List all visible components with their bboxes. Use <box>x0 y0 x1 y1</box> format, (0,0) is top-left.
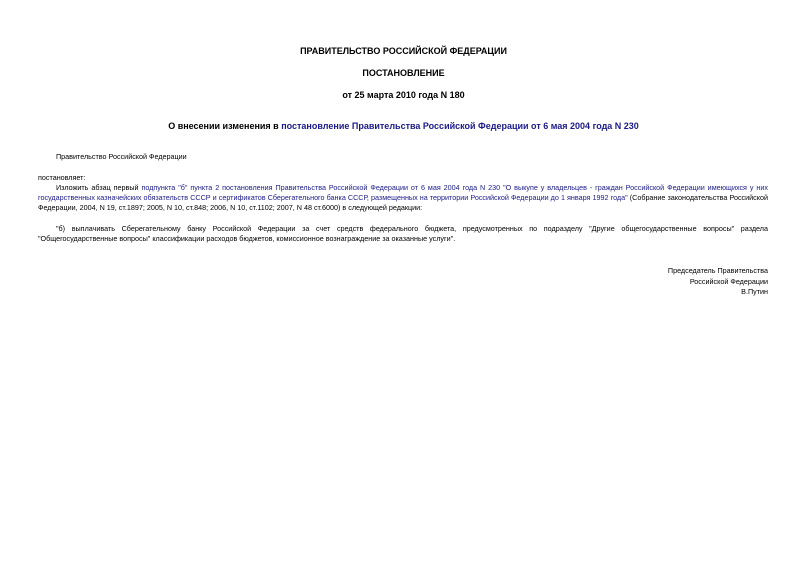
signature-block <box>568 266 768 298</box>
date-number-heading: от 25 марта 2010 года N 180 <box>342 90 465 100</box>
signature-name: В.Путин <box>741 287 768 296</box>
resolves-text: постановляет: <box>38 173 86 182</box>
paragraph-2: "б) выплачивать Сберегательному банку Российской Федерации за счет средств федерального бюджета, предусмотренных по подразделу "Другие общегосударственные вопросы" раздела "Общегосударственные вопросы" классификации расходов бюджетов, комиссионное вознаграждение за оказанные услуги". <box>38 224 768 243</box>
signature-title-line-1: Председатель Правительства <box>667 266 768 275</box>
intro-text: Правительство Российской Федерации <box>56 152 187 161</box>
paragraph-1-suffix: (Собрание законодательства Российской Федерации, 2004, N 19, ст.1897; 2005, N 10, ст.848; 2006, N 10, ст.1102; 2007, N 48 ст.6000) в следующей редакции: <box>38 193 768 212</box>
document-type-heading: ПОСТАНОВЛЕНИЕ <box>362 68 445 78</box>
title-link[interactable]: постановление Правительства Российской Федерации от 6 мая 2004 года N 230 <box>281 121 639 131</box>
title-prefix: О внесении изменения в <box>168 121 282 131</box>
signature-title-line-2: Российской Федерации <box>689 276 768 286</box>
document-title <box>0 121 807 132</box>
paragraph-1 <box>38 183 768 213</box>
paragraph-1-link[interactable]: подпункта "б" пункта 2 постановления Правительства Российской Федерации от 6 мая 2004 года N 230 "О выкупе у владельцев - граждан Российской Федерации имеющихся у них государственных казначейских обязательств СССР и сертификатов Сберегательного банка СССР, размещенных на территории Российской Федерации до 1 января 1992 года" <box>38 183 768 202</box>
government-heading: ПРАВИТЕЛЬСТВО РОССИЙСКОЙ ФЕДЕРАЦИИ <box>300 46 507 56</box>
paragraph-1-prefix: Изложить абзац первый <box>56 183 142 192</box>
